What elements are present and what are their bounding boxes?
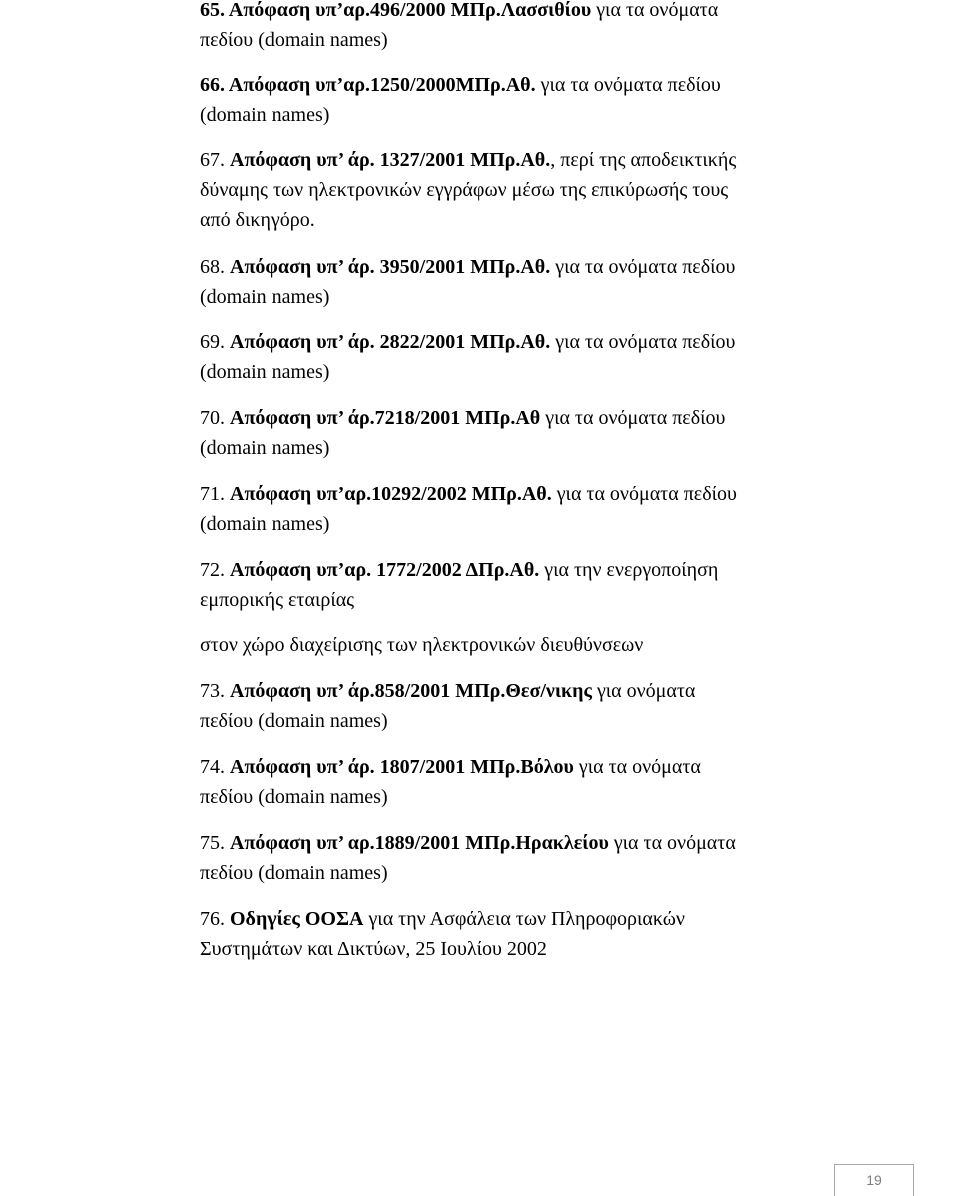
citation-text: για τα ονόματα πεδίου xyxy=(551,483,737,505)
citation-text: 73. xyxy=(200,680,230,702)
citation-text: πεδίου (domain names) xyxy=(200,29,388,51)
entry-line xyxy=(200,630,820,660)
citation-bold-text: Απόφαση υπ’ άρ. 1807/2001 ΜΠρ.Βόλου xyxy=(230,756,574,778)
entry-line xyxy=(200,782,820,812)
entry-line xyxy=(200,252,820,282)
entry-line xyxy=(200,479,820,509)
citation-text: για τα ονόματα xyxy=(573,756,701,778)
citation-text: για τα ονόματα πεδίου xyxy=(540,407,726,429)
citation-bold-text: Απόφαση υπ’ άρ. 3950/2001 ΜΠρ.Αθ. xyxy=(230,256,551,278)
citation-bold-text: Απόφαση υπ’ αρ.1889/2001 ΜΠρ.Ηρακλείου xyxy=(230,832,609,854)
entry-line xyxy=(200,327,820,357)
citation-bold-text: Απόφαση υπ’ άρ. 2822/2001 ΜΠρ.Αθ. xyxy=(230,331,551,353)
entry-line xyxy=(200,585,820,615)
citation-text: εμπορικής εταιρίας xyxy=(200,589,355,611)
citation-bold-text: Απόφαση υπ’αρ. 1772/2002 ΔΠρ.Αθ. xyxy=(230,559,540,581)
reference-entry-68 xyxy=(200,252,820,312)
citation-bold-text: Οδηγίες ΟΟΣΑ xyxy=(230,908,364,930)
entry-line xyxy=(200,828,820,858)
reference-entry-74 xyxy=(200,752,820,812)
citation-text: για τα ονόματα πεδίου xyxy=(550,331,736,353)
reference-entry-75 xyxy=(200,828,820,888)
reference-entry-72 xyxy=(200,555,820,615)
citation-text: στον χώρο διαχείρισης των ηλεκτρονικών διευθύνσεων xyxy=(200,634,644,656)
reference-entry-76 xyxy=(200,904,820,964)
citation-text: (domain names) xyxy=(200,361,330,383)
citation-bold-text: Απόφαση υπ’αρ.10292/2002 ΜΠρ.Αθ. xyxy=(230,483,552,505)
entry-line xyxy=(200,282,820,312)
entry-line xyxy=(200,205,820,235)
reference-entry-73 xyxy=(200,676,820,736)
reference-entry-67 xyxy=(200,145,820,235)
citation-bold-text: Απόφαση υπ’ άρ.858/2001 ΜΠρ.Θεσ/νικης xyxy=(230,680,592,702)
reference-entry-69 xyxy=(200,327,820,387)
entry-line xyxy=(200,858,820,888)
reference-entry-65 xyxy=(200,0,820,55)
citation-text: πεδίου (domain names) xyxy=(200,786,388,808)
citation-bold-text: Απόφαση υπ’ άρ.7218/2001 ΜΠρ.Αθ xyxy=(230,407,541,429)
entry-line xyxy=(200,0,820,25)
citation-text: για ονόματα xyxy=(591,680,696,702)
reference-entry-71 xyxy=(200,479,820,539)
citation-text: (domain names) xyxy=(200,104,330,126)
reference-entry-72-continued xyxy=(200,630,820,660)
entry-line xyxy=(200,904,820,934)
citation-text: 68. xyxy=(200,256,230,278)
reference-entry-70 xyxy=(200,403,820,463)
entry-line xyxy=(200,70,820,100)
entry-line xyxy=(200,934,820,964)
citation-text: 69. xyxy=(200,331,230,353)
citation-bold-text: Απόφαση υπ’ άρ. 1327/2001 ΜΠρ.Αθ. xyxy=(230,149,551,171)
entry-line xyxy=(200,752,820,782)
citation-text: 75. xyxy=(200,832,230,854)
citation-text: (domain names) xyxy=(200,286,330,308)
entry-line xyxy=(200,555,820,585)
entry-line xyxy=(200,175,820,205)
citation-text: για τα ονόματα πεδίου xyxy=(550,256,736,278)
citation-text: από δικηγόρο. xyxy=(200,209,315,231)
entry-line xyxy=(200,509,820,539)
entry-line xyxy=(200,403,820,433)
entry-line xyxy=(200,706,820,736)
citation-text: 72. xyxy=(200,559,230,581)
citation-text: για τα ονόματα xyxy=(608,832,736,854)
citation-text: 74. xyxy=(200,756,230,778)
citation-text: (domain names) xyxy=(200,513,330,535)
citation-text: , περί της αποδεικτικής xyxy=(550,149,737,171)
citation-text: δύναμης των ηλεκτρονικών εγγράφων μέσω της επικύρωσής τους xyxy=(200,179,729,201)
entry-line xyxy=(200,25,820,55)
page-number-box xyxy=(834,1164,914,1196)
citation-text: 67. xyxy=(200,149,230,171)
citation-text: 70. xyxy=(200,407,230,429)
citation-bold-text: 65. Απόφαση υπ’αρ.496/2000 ΜΠρ.Λασσιθίου xyxy=(200,0,592,21)
citation-text: πεδίου (domain names) xyxy=(200,710,388,732)
entry-line xyxy=(200,145,820,175)
citation-text: για την ενεργοποίηση xyxy=(539,559,719,581)
entry-line xyxy=(200,433,820,463)
citation-text: 76. xyxy=(200,908,230,930)
citation-text: 71. xyxy=(200,483,230,505)
page-number: 19 xyxy=(866,1172,882,1188)
citation-text: πεδίου (domain names) xyxy=(200,862,388,884)
citation-text: για την Ασφάλεια των Πληροφοριακών xyxy=(363,908,685,930)
entry-line xyxy=(200,100,820,130)
reference-entry-66 xyxy=(200,70,820,130)
citation-text: για τα ονόματα πεδίου xyxy=(535,74,721,96)
citation-text: Συστημάτων και Δικτύων, 25 Ιουλίου 2002 xyxy=(200,938,547,960)
citation-bold-text: 66. Απόφαση υπ’αρ.1250/2000ΜΠρ.Αθ. xyxy=(200,74,536,96)
entry-line xyxy=(200,676,820,706)
entry-line xyxy=(200,357,820,387)
citation-text: για τα ονόματα xyxy=(591,0,719,21)
citation-text: (domain names) xyxy=(200,437,330,459)
